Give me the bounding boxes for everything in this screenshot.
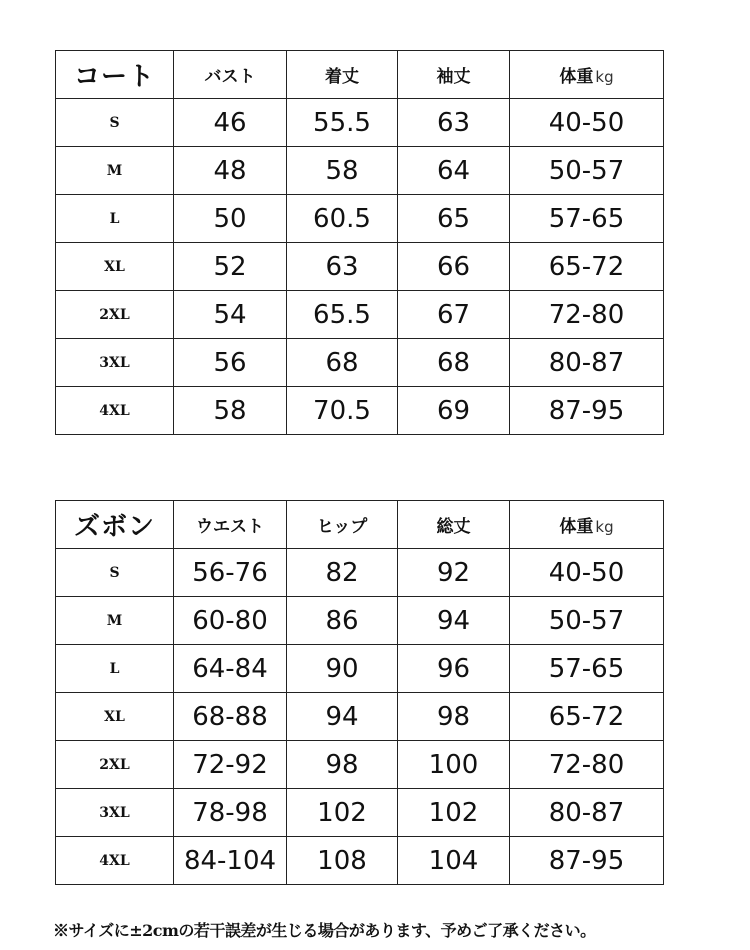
table-cell: 50	[174, 195, 287, 243]
table-cell: 87-95	[510, 387, 664, 435]
size-label: L	[56, 195, 174, 243]
table-cell: 65-72	[510, 693, 664, 741]
size-label: 3XL	[56, 789, 174, 837]
coat-header-length: 着丈	[287, 51, 398, 99]
table-cell: 87-95	[510, 837, 664, 885]
coat-header-weight-label: 体重	[559, 67, 594, 87]
table-cell: 57-65	[510, 195, 664, 243]
table-cell: 58	[287, 147, 398, 195]
table-cell: 48	[174, 147, 287, 195]
table-cell: 60.5	[287, 195, 398, 243]
coat-header-sleeve: 袖丈	[398, 51, 510, 99]
coat-size-table	[55, 50, 664, 435]
table-cell: 98	[398, 693, 510, 741]
table-row	[56, 645, 664, 693]
table-cell: 64	[398, 147, 510, 195]
pants-header-weight-label: 体重	[559, 517, 594, 537]
pants-header-weight	[510, 501, 664, 549]
table-cell: 68	[398, 339, 510, 387]
table-cell: 68-88	[174, 693, 287, 741]
table-cell: 86	[287, 597, 398, 645]
pants-header-waist: ウエスト	[174, 501, 287, 549]
table-cell: 60-80	[174, 597, 287, 645]
table-row	[56, 99, 664, 147]
coat-weight-unit: kg	[595, 68, 614, 86]
table-cell: 94	[287, 693, 398, 741]
table-cell: 64-84	[174, 645, 287, 693]
table-cell: 54	[174, 291, 287, 339]
table-row	[56, 291, 664, 339]
size-label: S	[56, 99, 174, 147]
table-row	[56, 693, 664, 741]
table-cell: 72-80	[510, 741, 664, 789]
table-cell: 66	[398, 243, 510, 291]
table-cell: 63	[398, 99, 510, 147]
table-cell: 108	[287, 837, 398, 885]
size-label: XL	[56, 693, 174, 741]
table-cell: 72-80	[510, 291, 664, 339]
size-footnote: ※サイズに±2cmの若干誤差が生じる場合があります、予めご了承ください。	[53, 921, 596, 940]
table-cell: 102	[287, 789, 398, 837]
table-cell: 102	[398, 789, 510, 837]
size-label: 4XL	[56, 387, 174, 435]
table-cell: 50-57	[510, 597, 664, 645]
table-cell: 56-76	[174, 549, 287, 597]
table-cell: 92	[398, 549, 510, 597]
table-row	[56, 243, 664, 291]
table-cell: 78-98	[174, 789, 287, 837]
size-label: 4XL	[56, 837, 174, 885]
table-cell: 55.5	[287, 99, 398, 147]
coat-table-body	[56, 51, 664, 435]
table-cell: 84-104	[174, 837, 287, 885]
size-label: 3XL	[56, 339, 174, 387]
table-row	[56, 195, 664, 243]
table-row	[56, 741, 664, 789]
table-cell: 90	[287, 645, 398, 693]
table-row	[56, 387, 664, 435]
pants-weight-unit: kg	[595, 518, 614, 536]
table-cell: 70.5	[287, 387, 398, 435]
table-cell: 65-72	[510, 243, 664, 291]
size-label: M	[56, 147, 174, 195]
table-cell: 56	[174, 339, 287, 387]
table-cell: 82	[287, 549, 398, 597]
table-cell: 98	[287, 741, 398, 789]
table-cell: 80-87	[510, 789, 664, 837]
pants-table-body	[56, 501, 664, 885]
table-row	[56, 597, 664, 645]
pants-table-title: ズボン	[56, 501, 174, 549]
table-row	[56, 549, 664, 597]
table-cell: 104	[398, 837, 510, 885]
size-label: XL	[56, 243, 174, 291]
table-cell: 100	[398, 741, 510, 789]
table-cell: 96	[398, 645, 510, 693]
table-cell: 68	[287, 339, 398, 387]
size-label: L	[56, 645, 174, 693]
table-cell: 65	[398, 195, 510, 243]
table-cell: 46	[174, 99, 287, 147]
table-cell: 67	[398, 291, 510, 339]
coat-table-title: コート	[56, 51, 174, 99]
table-cell: 58	[174, 387, 287, 435]
table-cell: 65.5	[287, 291, 398, 339]
size-label: S	[56, 549, 174, 597]
size-label: 2XL	[56, 291, 174, 339]
table-cell: 57-65	[510, 645, 664, 693]
table-cell: 40-50	[510, 549, 664, 597]
table-row	[56, 147, 664, 195]
coat-header-bust: バスト	[174, 51, 287, 99]
table-row	[56, 789, 664, 837]
pants-header-row	[56, 501, 664, 549]
table-cell: 52	[174, 243, 287, 291]
table-cell: 69	[398, 387, 510, 435]
table-cell: 80-87	[510, 339, 664, 387]
size-label: M	[56, 597, 174, 645]
table-cell: 63	[287, 243, 398, 291]
table-row	[56, 339, 664, 387]
table-cell: 72-92	[174, 741, 287, 789]
table-cell: 94	[398, 597, 510, 645]
table-cell: 40-50	[510, 99, 664, 147]
coat-header-row	[56, 51, 664, 99]
table-row	[56, 837, 664, 885]
table-cell: 50-57	[510, 147, 664, 195]
coat-header-weight	[510, 51, 664, 99]
size-label: 2XL	[56, 741, 174, 789]
pants-header-hip: ヒップ	[287, 501, 398, 549]
pants-size-table	[55, 500, 664, 885]
pants-header-total-length: 総丈	[398, 501, 510, 549]
